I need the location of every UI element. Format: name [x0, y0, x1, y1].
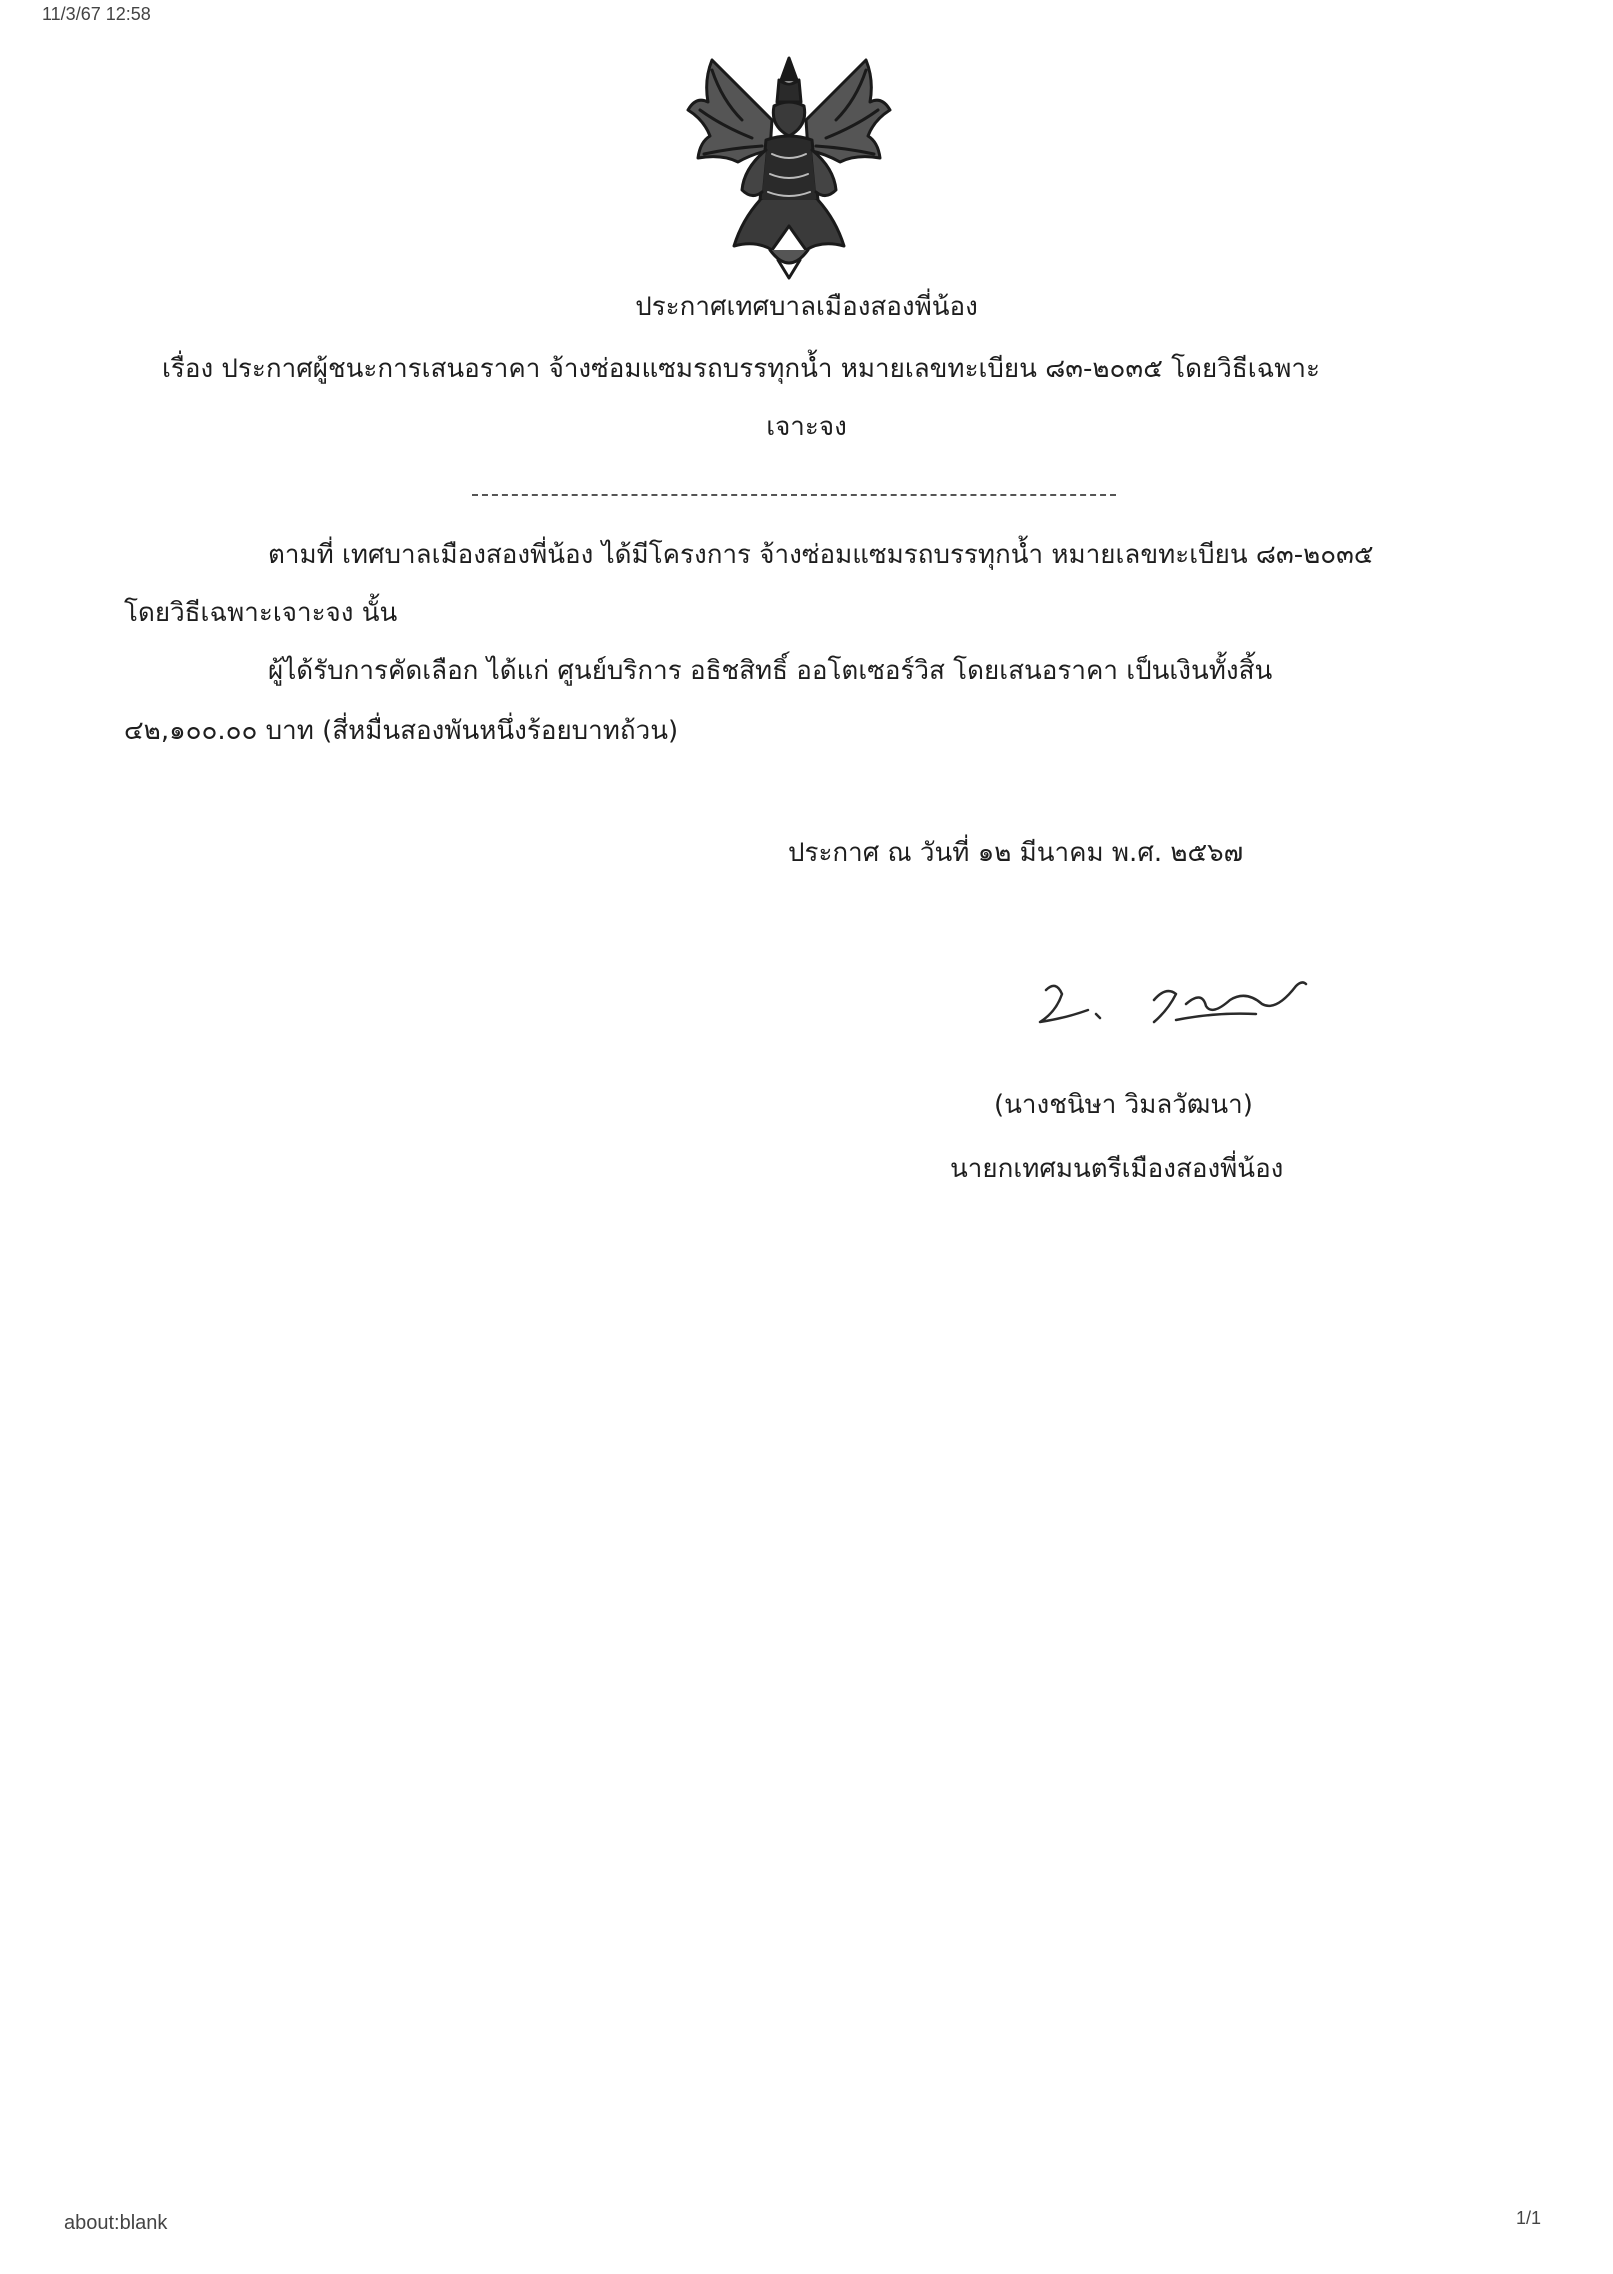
print-footer-page-number: 1/1: [1516, 2208, 1542, 2228]
signer-position: นายกเทศมนตรีเมืองสองพี่น้อง: [950, 1154, 1284, 1184]
paragraph2-line1: ผู้ได้รับการคัดเลือก ได้แก่ ศูนย์บริการ อธิชสิทธิ์ ออโตเซอร์วิส โดยเสนอราคา เป็นเงินทั้งสิ้น: [268, 656, 1273, 686]
document-subject-line1: เรื่อง ประกาศผู้ชนะการเสนอราคา จ้างซ่อมแซมรถบรรทุกน้ำ หมายเลขทะเบียน ๘๓-๒๐๓๕ โดยวิธีเฉพาะ: [162, 354, 1320, 384]
garuda-emblem-icon: [682, 50, 896, 282]
paragraph2-line2: ๔๒,๑๐๐.๐๐ บาท (สี่หมื่นสองพันหนึ่งร้อยบาทถ้วน): [124, 716, 679, 746]
paragraph1-line1: ตามที่ เทศบาลเมืองสองพี่น้อง ได้มีโครงการ จ้างซ่อมแซมรถบรรทุกน้ำ หมายเลขทะเบียน ๘๓-๒๐๓๕: [268, 540, 1374, 570]
print-datetime: 11/3/67 12:58: [42, 4, 151, 24]
announcement-date: ประกาศ ณ วันที่ ๑๒ มีนาคม พ.ศ. ๒๕๖๗: [788, 838, 1244, 868]
paragraph1-line2: โดยวิธีเฉพาะเจาะจง นั้น: [124, 598, 398, 628]
dashed-divider: [472, 494, 1116, 496]
document-subject-line2: เจาะจง: [766, 412, 847, 442]
document-title: ประกาศเทศบาลเมืองสองพี่น้อง: [635, 292, 978, 322]
signer-name: (นางชนิษา วิมลวัฒนา): [994, 1090, 1253, 1120]
print-footer-url: about:blank: [64, 2212, 168, 2234]
handwritten-signature-icon: [1026, 960, 1316, 1036]
